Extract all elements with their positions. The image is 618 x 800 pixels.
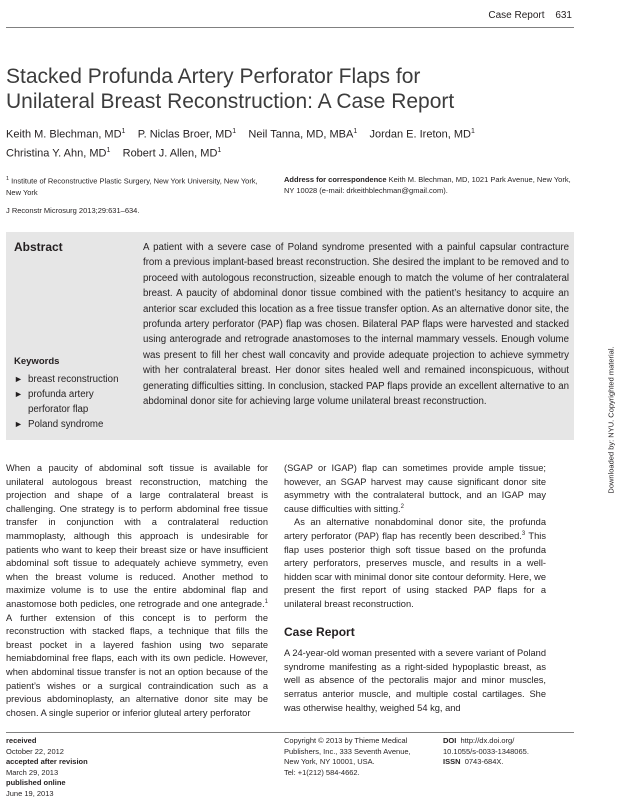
doi-id: 10.1055/s-0033-1348065.	[443, 746, 529, 756]
case-report-heading: Case Report	[284, 624, 355, 639]
reference-sup: 2	[400, 503, 404, 510]
footer-divider	[6, 732, 574, 733]
author-name: P. Niclas Broer, MD	[137, 128, 233, 141]
download-watermark	[604, 330, 618, 510]
keyword-label: Poland syndrome	[28, 419, 104, 430]
arrow-icon: ►	[14, 389, 23, 399]
author-name: Robert J. Allen, MD	[122, 147, 218, 160]
issn-label: ISSN	[443, 757, 461, 766]
body-paragraph: As an alternative nonabdominal donor site, the profunda artery perforator (PAP) flap has recently been described.$^3$ This flap uses posterior thigh soft tissue based on the profunda artery perforators, preserves muscle, and results in a well-hidden scar with minimal donor site contour deformity. Here, we present the first report of using stacked PAP flaps for a unilateral breast reconstruction.	[284, 517, 546, 609]
correspondence	[284, 174, 574, 196]
keyword-item	[14, 387, 138, 417]
author-name: Neil Tanna, MD, MBA	[248, 128, 354, 141]
author-name: Jordan E. Ireton, MD	[369, 128, 471, 141]
author-list	[6, 124, 566, 161]
title-line-2: Unilateral Breast Reconstruction: A Case Report	[6, 90, 455, 113]
affiliation	[6, 174, 274, 198]
doi-info	[443, 736, 583, 768]
accepted-label: accepted after revision	[6, 757, 88, 766]
copyright-line: Publishers, Inc., 333 Seventh Avenue,	[284, 746, 411, 756]
abstract-heading: Abstract	[14, 240, 63, 254]
watermark-text: Downloaded by: NYU. Copyrighted material.	[606, 346, 616, 494]
keyword-item	[14, 372, 138, 387]
doi-label: DOI	[443, 736, 457, 745]
copyright-line: New York, NY 10001, USA.	[284, 757, 375, 766]
body-paragraph: (SGAP or IGAP) flap can sometimes provide ample tissue; however, an SGAP harvest may cause significant donor site asymmetry with the contralateral buttock, and an IGAP may cause difficulties with sitting.$^2$	[284, 463, 546, 514]
received-label: received	[6, 736, 37, 745]
author-affil-sup: 1	[121, 128, 126, 135]
received-date: October 22, 2012	[6, 746, 64, 756]
abstract-text: A patient with a severe case of Poland syndrome presented with a painful capsular contracture from a previous implant-based breast reconstruction. She desired the implant to be removed and to proceed with autologous reconstruction, sizeable enough to match the volume of her contralateral breast. A paucity of abdominal donor tissue combined with the patient’s hesitancy to acquire an anterior scar excluded this location as a free tissue transfer option. As an alternative donor site, the profunda artery perforator (PAP) flap was chosen. Bilateral PAP flaps were harvested and stacked using anterograde and retrograde anastomoses to the internal mammary vessels. Enough volume was present to fill her chest wall concavity and provide adequate projection to achieve symmetry with her contralateral breast. Her donor sites healed well and remained inconspicuous, without generating difficulties sitting. In conclusion, stacked PAP flaps provide an excellent alternative to an abdominal donor site for achieving large volume unilateral breast reconstruction.	[143, 242, 569, 408]
author-name: Christina Y. Ahn, MD	[6, 147, 107, 160]
reference-sup: 1	[264, 598, 268, 605]
arrow-icon: ►	[14, 419, 23, 429]
correspondence-text: Keith M. Blechman, MD, 1021 Park Avenue, New York, NY 10028 (e-mail: drkeithblechman@gmail.com).	[284, 175, 571, 195]
keywords-heading: Keywords	[14, 356, 60, 367]
running-header	[488, 10, 572, 21]
title-line-1: Stacked Profunda Artery Perforator Flaps for	[6, 65, 421, 88]
keyword-label: breast reconstruction	[28, 374, 119, 385]
copyright-line: Copyright © 2013 by Thieme Medical	[284, 736, 408, 745]
correspondence-label: Address for correspondence	[284, 175, 387, 184]
arrow-icon: ►	[14, 374, 23, 384]
reference-sup: 3	[521, 530, 526, 537]
author-affil-sup: 1	[217, 146, 222, 154]
keyword-item	[14, 417, 138, 432]
copyright-notice	[284, 736, 434, 778]
published-label: published online	[6, 778, 66, 787]
body-paragraph: A 24-year-old woman presented with a severe variant of Poland syndrome manifesting as a right-sided hypoplastic breast, as well as absence of the pectoralis major and minor muscles, serratus anterior muscle, and multiple costal cartilages. She was otherwise healthy, weighed 54 kg, and	[284, 648, 546, 713]
author-affil-sup: 1	[106, 146, 111, 154]
copyright-line: Tel: +1(212) 584-4662.	[284, 767, 360, 777]
body-column-left	[6, 462, 268, 720]
author-affil-sup: 1	[353, 128, 358, 135]
affiliation-text: Institute of Reconstructive Plastic Surgery, New York University, New York, New York	[6, 176, 258, 197]
section-label: Case Report	[488, 10, 545, 21]
published-date: June 19, 2013	[6, 788, 54, 798]
author-affil-sup: 1	[470, 128, 475, 135]
accepted-date: March 29, 2013	[6, 767, 59, 777]
header-divider	[6, 27, 574, 28]
affiliation-sup: 1	[6, 176, 10, 182]
body-column-right	[284, 462, 546, 715]
keyword-list	[14, 372, 138, 432]
body-paragraph: When a paucity of abdominal soft tissue is available for unilateral autologous breast reconstruction, matching the projection and shape of a large contralateral breast is challenging. One strategy is to perform abdominal free tissue transfer in conjunction with a contralateral reduction mammoplasty, although this approach is undesirable for patients who want to keep their breast size or have insufficient abdominal soft tissue to adequately achieve symmetry, even when the breast volume is reduced. Another method to maximize volume is to use the entire abdominal flap and anastomose both pedicles, one retrograde and one antegrade.$^1$ A further extension of this concept is to perform the reconstruction with stacked flaps, a technique that fills the breast pocket in a layered fashion using two separate hemiabdominal free flaps, each with its own pedicle. However, when abdominal tissue transfer is not an option because of the patient’s wishes or a surgical contraindication such as a previous abdominoplasty, an alternative donor site may be chosen. A single superior or inferior gluteal artery perforator	[6, 463, 268, 718]
issn-value: 0743-684X.	[464, 757, 504, 766]
article-dates	[6, 736, 206, 799]
citation: J Reconstr Microsurg 2013;29:631–634.	[6, 206, 140, 215]
author-name: Keith M. Blechman, MD	[6, 128, 122, 141]
doi-link[interactable]: http://dx.doi.org/	[460, 736, 515, 745]
author-affil-sup: 1	[232, 128, 237, 135]
keyword-label: profunda artery perforator flap	[28, 389, 94, 415]
article-title	[6, 64, 566, 114]
page-number: 631	[555, 10, 572, 21]
